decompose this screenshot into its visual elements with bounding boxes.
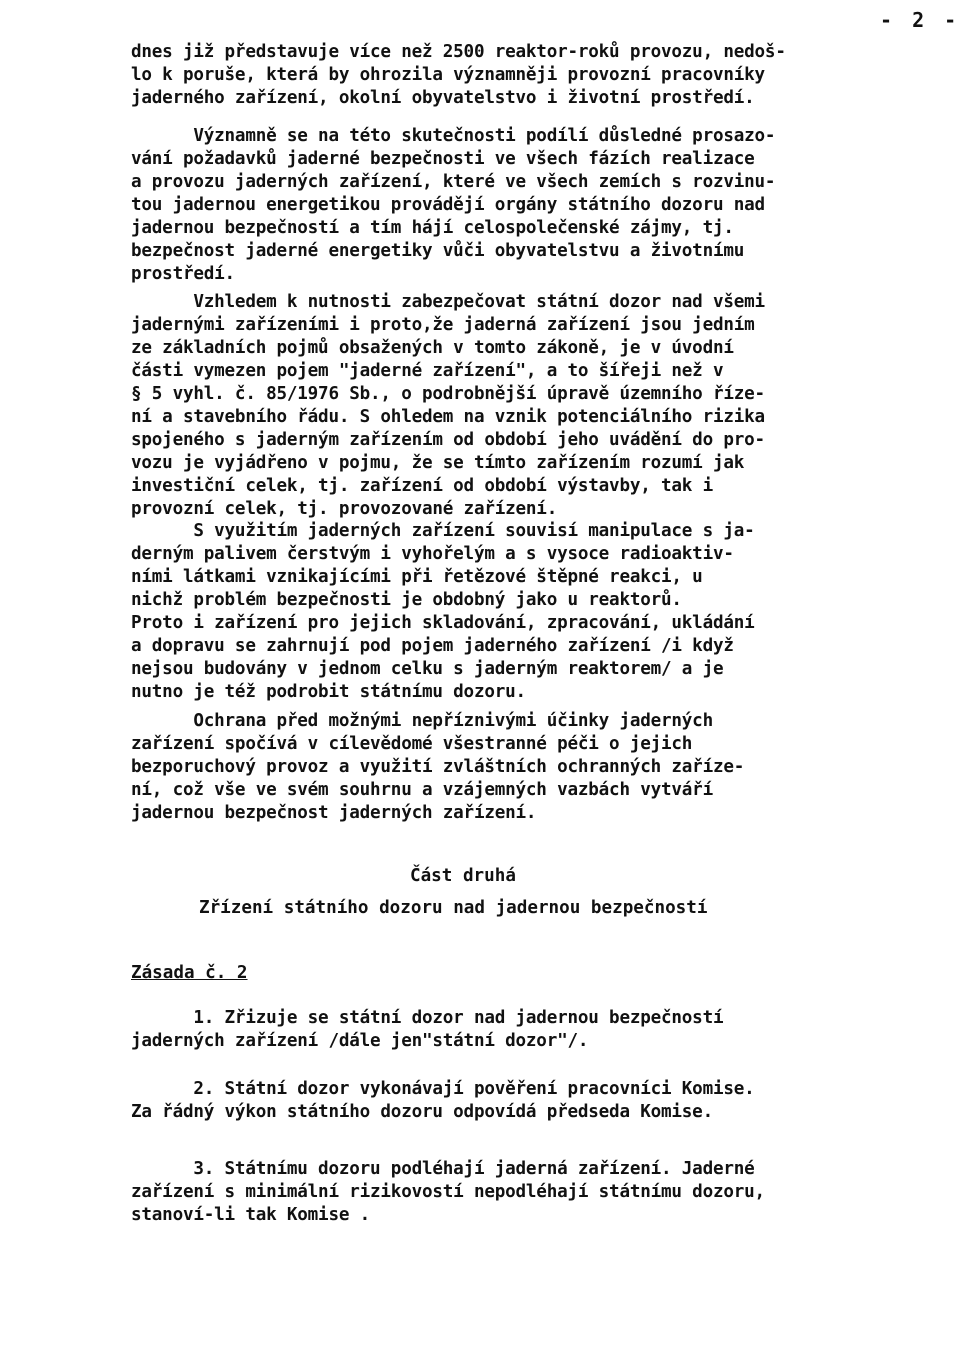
- paragraph-5: Ochrana před možnými nepříznivými účinky jaderných zařízení spočívá v cílevědomé všestranné péči o jejich bezporuchový provoz a využití zvláštních ochranných zaříze- ní, což vše ve svém souhrnu a vzájemných vazbách vytváří jadernou bezpečnost jaderných zařízení.: [131, 711, 745, 823]
- part-subtitle: Zřízení státního dozoru nad jadernou bezpečností: [199, 898, 708, 918]
- paragraph-3: Vzhledem k nutnosti zabezpečovat státní dozor nad všemi jadernými zařízeními i proto,že jaderná zařízení jsou jedním ze základních pojmů obsažených v tomto zákoně, je v úvodní části vymezen pojem "jaderné zařízení", a to šířeji než v § 5 vyhl. č. 85/1976 Sb., o podrobnější úpravě územního říze- ní a stavebního řádu. S ohledem na vznik potenciálního rizika spojeného s jaderným zařízením od období jeho uvádění do pro- vozu je vyjádřeno v pojmu, že se tímto zařízením rozumí jak investiční celek, tj. zařízení od období výstavby, tak i provozní celek, tj. provozované zařízení.: [131, 292, 765, 519]
- item-1: 1. Zřizuje se státní dozor nad jadernou bezpečností jaderných zařízení /dále jen"státní dozor"/.: [131, 1008, 724, 1051]
- paragraph-1: dnes již představuje více než 2500 reaktor-roků provozu, nedoš- lo k poruše, která by ohrozila významněji provozní pracovníky jaderného zařízení, okolní obyvatelstvo i životní prostředí.: [131, 42, 786, 108]
- part-title: Část druhá: [410, 866, 516, 886]
- item-3: 3. Státnímu dozoru podléhají jaderná zařízení. Jaderné zařízení s minimální rizikovostí nepodléhají státnímu dozoru, stanoví-li tak Komise .: [131, 1159, 765, 1225]
- paragraph-2: Významně se na této skutečnosti podílí důsledné prosazo- vání požadavků jaderné bezpečnosti ve všech fázích realizace a provozu jaderných zařízení, které ve všech zemích s rozvinu- tou jadernou energetikou provádějí orgány státního dozoru nad jadernou bezpečností a tím hájí celospolečenské zájmy, tj. bezpečnost jaderné energetiky vůči obyvatelstvu a životnímu prostředí.: [131, 126, 776, 284]
- page-number: - 2 -: [880, 8, 960, 32]
- section-label: Zásada č. 2: [131, 963, 248, 983]
- item-2: 2. Státní dozor vykonávají pověření pracovníci Komise. Za řádný výkon státního dozoru odpovídá předseda Komise.: [131, 1079, 755, 1122]
- paragraph-4: S využitím jaderných zařízení souvisí manipulace s ja- derným palivem čerstvým i vyhořelým a s vysoce radioaktiv- ními látkami vznikajícími při řetězové štěpné reakci, u nichž problém bezpečnosti je obdobný jako u reaktorů. Proto i zařízení pro jejich skladování, zpracování, ukládání a dopravu se zahrnují pod pojem jaderného zařízení /i když nejsou budovány v jednom celku s jaderným reaktorem/ a je nutno je též podrobit státnímu dozoru.: [131, 521, 755, 702]
